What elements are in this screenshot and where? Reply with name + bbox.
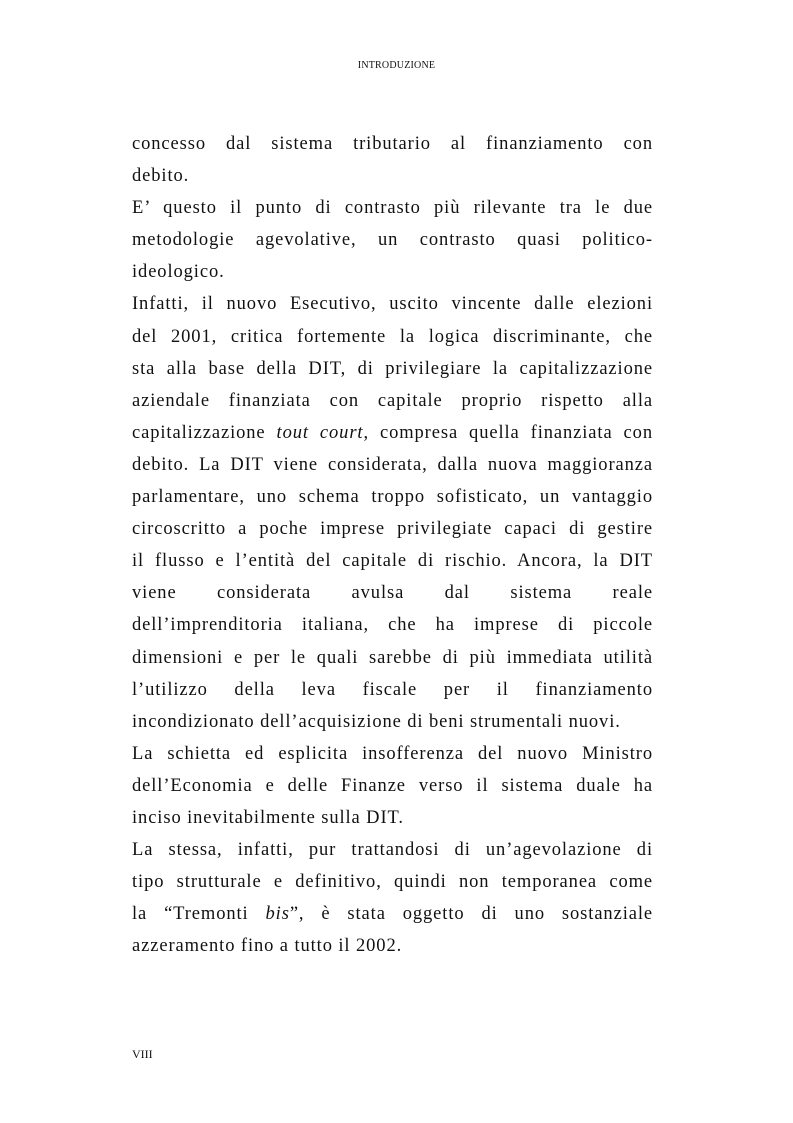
text-line-with-italic (132, 898, 653, 930)
italic-phrase: tout court (276, 422, 364, 443)
body-text (132, 128, 653, 962)
text-line: viene considerata avulsa dal sistema reale (132, 583, 653, 604)
text-line: inciso inevitabilmente sulla DIT. (132, 807, 404, 828)
text-line: il flusso e l’entità del capitale di rischio. Ancora, la DIT (132, 551, 653, 572)
text-line: metodologie agevolative, un contrasto quasi politico- (132, 230, 653, 251)
text-segment: , compresa quella finanziata con (363, 422, 653, 443)
paragraph-5 (132, 834, 653, 962)
text-line: sta alla base della DIT, di privilegiare la capitalizzazione (132, 358, 653, 379)
text-line: debito. La DIT viene considerata, dalla nuova maggioranza (132, 454, 653, 475)
text-line: La stessa, infatti, pur trattandosi di un’agevolazione di (132, 840, 653, 861)
text-line-with-italic (132, 417, 653, 449)
text-line: dell’Economia e delle Finanze verso il sistema duale ha (132, 775, 653, 796)
text-line: Infatti, il nuovo Esecutivo, uscito vincente dalle elezioni (132, 294, 653, 315)
italic-phrase: bis (265, 904, 290, 925)
text-line: La schietta ed esplicita insofferenza del nuovo Ministro (132, 743, 653, 764)
text-segment: la “Tremonti (132, 904, 266, 925)
text-line: azzeramento fino a tutto il 2002. (132, 936, 403, 957)
paragraph-1 (132, 128, 653, 192)
text-line: concesso dal sistema tributario al finanziamento con (132, 134, 653, 154)
text-segment: ”, è stata oggetto di uno sostanziale (289, 904, 653, 925)
text-line: debito. (132, 166, 190, 187)
text-line: incondizionato dell’acquisizione di beni strumentali nuovi. (132, 711, 621, 732)
text-line: E’ questo il punto di contrasto più rilevante tra le due (132, 198, 653, 219)
text-line: dell’imprenditoria italiana, che ha imprese di piccole (132, 615, 653, 636)
running-head: INTRODUZIONE (357, 60, 436, 71)
text-line: tipo strutturale e definitivo, quindi non temporanea come (132, 872, 653, 893)
text-line: dimensioni e per le quali sarebbe di più immediata utilità (132, 647, 653, 668)
text-segment: capitalizzazione (132, 422, 277, 443)
text-line: del 2001, critica fortemente la logica discriminante, che (132, 326, 653, 347)
paragraph-2 (132, 192, 653, 288)
text-line: aziendale finanziata con capitale proprio rispetto alla (132, 390, 653, 411)
text-line: ideologico. (132, 262, 225, 283)
paragraph-4 (132, 738, 653, 834)
text-line: l’utilizzo della leva fiscale per il finanziamento (132, 679, 653, 700)
paragraph-3 (132, 288, 653, 737)
text-line: circoscritto a poche imprese privilegiate capaci di gestire (132, 519, 653, 540)
text-line: parlamentare, uno schema troppo sofisticato, un vantaggio (132, 487, 653, 508)
page-number: VIII (132, 1047, 153, 1061)
